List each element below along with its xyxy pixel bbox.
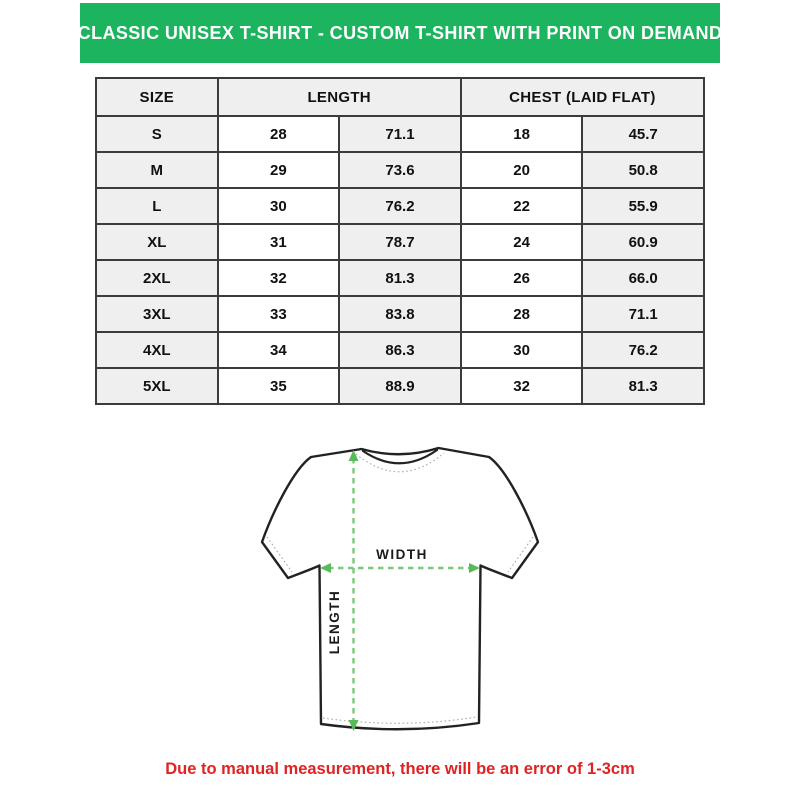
value-cell: 50.8: [582, 152, 704, 188]
value-cell: 78.7: [339, 224, 461, 260]
value-cell: 45.7: [582, 116, 704, 152]
tshirt-outline: [262, 448, 538, 729]
size-table-body: [96, 116, 704, 404]
size-cell: XL: [96, 224, 218, 260]
value-cell: 22: [461, 188, 583, 224]
col-header-chest: CHEST (LAID FLAT): [461, 78, 704, 116]
value-cell: 28: [461, 296, 583, 332]
value-cell: 35: [218, 368, 340, 404]
size-chart-table-wrap: [95, 77, 705, 405]
title-banner: [77, 3, 723, 63]
size-cell: 3XL: [96, 296, 218, 332]
table-row: [96, 332, 704, 368]
value-cell: 55.9: [582, 188, 704, 224]
value-cell: 66.0: [582, 260, 704, 296]
width-label: WIDTH: [376, 547, 428, 562]
value-cell: 30: [218, 188, 340, 224]
table-row: [96, 260, 704, 296]
size-cell: 4XL: [96, 332, 218, 368]
value-cell: 71.1: [582, 296, 704, 332]
table-row: [96, 368, 704, 404]
tshirt-measurement-diagram: [240, 435, 560, 755]
value-cell: 60.9: [582, 224, 704, 260]
value-cell: 28: [218, 116, 340, 152]
value-cell: 34: [218, 332, 340, 368]
value-cell: 81.3: [582, 368, 704, 404]
size-cell: 5XL: [96, 368, 218, 404]
table-row: [96, 188, 704, 224]
value-cell: 86.3: [339, 332, 461, 368]
value-cell: 31: [218, 224, 340, 260]
table-row: [96, 152, 704, 188]
table-header-row: [96, 78, 704, 116]
value-cell: 73.6: [339, 152, 461, 188]
size-cell: L: [96, 188, 218, 224]
size-chart-table: [95, 77, 705, 405]
value-cell: 81.3: [339, 260, 461, 296]
size-cell: S: [96, 116, 218, 152]
table-row: [96, 224, 704, 260]
size-cell: 2XL: [96, 260, 218, 296]
col-header-size: SIZE: [96, 78, 218, 116]
value-cell: 88.9: [339, 368, 461, 404]
value-cell: 24: [461, 224, 583, 260]
value-cell: 26: [461, 260, 583, 296]
page-title: CLASSIC UNISEX T-SHIRT - CUSTOM T-SHIRT WITH PRINT ON DEMAND: [77, 22, 723, 43]
note-text: Due to manual measurement, there will be an error of 1-3cm: [165, 760, 635, 778]
value-cell: 33: [218, 296, 340, 332]
value-cell: 76.2: [582, 332, 704, 368]
value-cell: 20: [461, 152, 583, 188]
value-cell: 76.2: [339, 188, 461, 224]
table-row: [96, 116, 704, 152]
value-cell: 18: [461, 116, 583, 152]
value-cell: 32: [461, 368, 583, 404]
value-cell: 30: [461, 332, 583, 368]
value-cell: 29: [218, 152, 340, 188]
value-cell: 32: [218, 260, 340, 296]
length-label: LENGTH: [327, 589, 342, 655]
value-cell: 71.1: [339, 116, 461, 152]
col-header-length: LENGTH: [218, 78, 461, 116]
value-cell: 83.8: [339, 296, 461, 332]
size-cell: M: [96, 152, 218, 188]
table-row: [96, 296, 704, 332]
measurement-error-note: [0, 760, 800, 779]
